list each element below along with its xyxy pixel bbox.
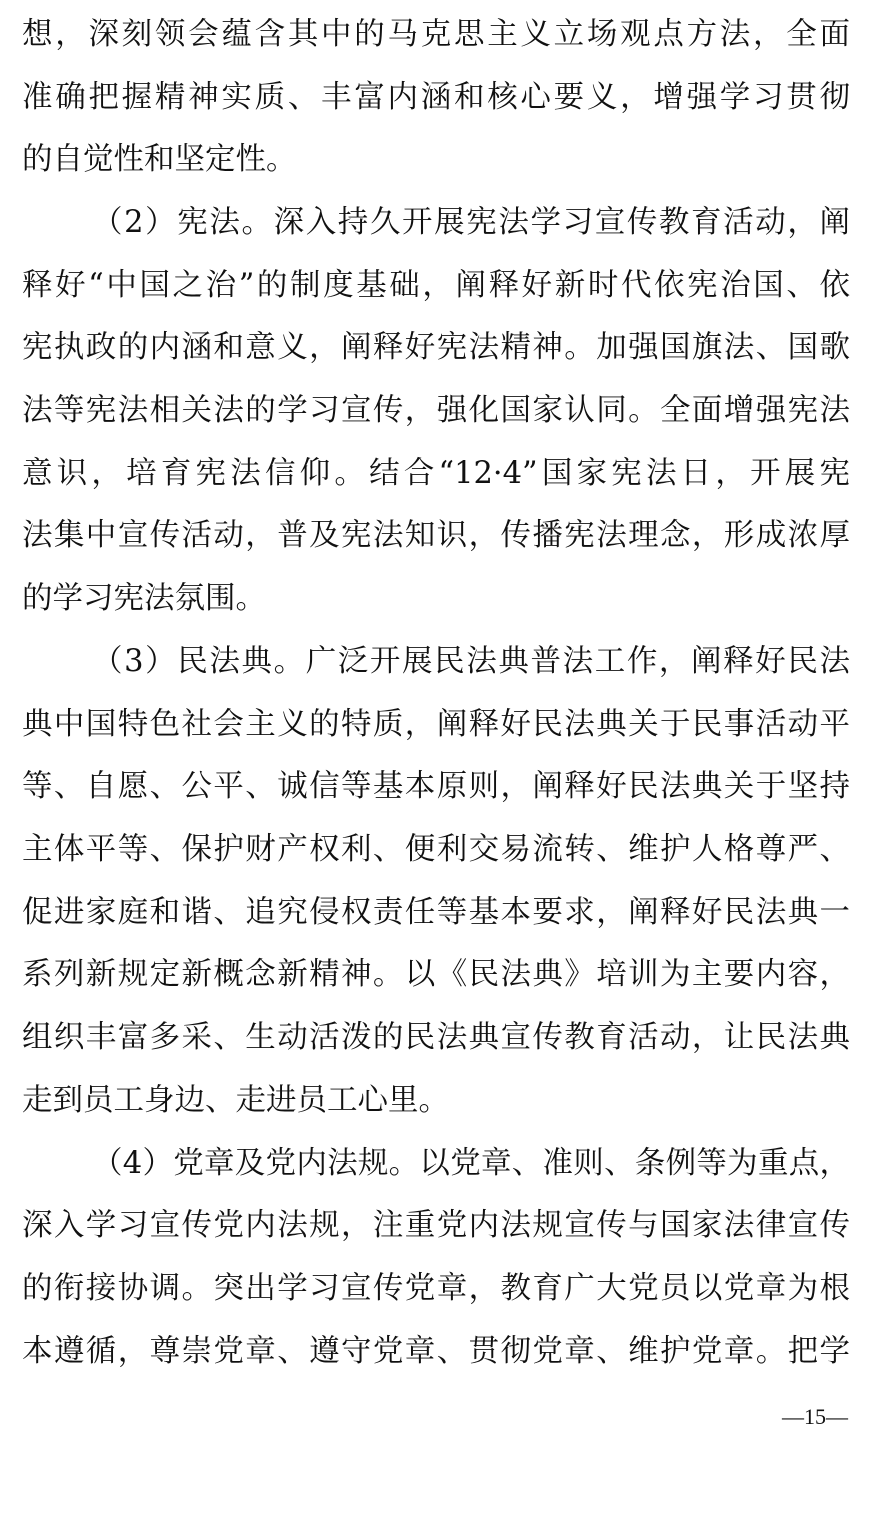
text-line: 本遵循，尊崇党章、遵守党章、贯彻党章、维护党章。把学 <box>22 1334 850 1369</box>
text-line: 准确把握精神实质、丰富内涵和核心要义，增强学习贯彻 <box>22 80 850 115</box>
paragraph-first-line: （3）民法典。广泛开展民法典普法工作，阐释好民法 <box>92 644 850 679</box>
text-line: 组织丰富多采、生动活泼的民法典宣传教育活动，让民法典 <box>22 1020 850 1055</box>
page-number: —15— <box>782 1404 848 1429</box>
text-line: 法等宪法相关法的学习宣传，强化国家认同。全面增强宪法 <box>22 393 850 428</box>
text-line: 法集中宣传活动，普及宪法知识，传播宪法理念，形成浓厚 <box>22 518 850 553</box>
text-line: 系列新规定新概念新精神。以《民法典》培训为主要内容， <box>22 957 850 992</box>
paragraph-first-line: （2）宪法。深入持久开展宪法学习宣传教育活动，阐 <box>92 205 850 240</box>
text-line: 主体平等、保护财产权利、便利交易流转、维护人格尊严、 <box>22 832 850 867</box>
text-line: 走到员工身边、走进员工心里。 <box>22 1083 449 1118</box>
text-line: 促进家庭和谐、追究侵权责任等基本要求，阐释好民法典一 <box>22 895 850 930</box>
text-line: 等、自愿、公平、诚信等基本原则，阐释好民法典关于坚持 <box>22 769 850 804</box>
paragraph-first-line: （4）党章及党内法规。以党章、准则、条例等为重点， <box>92 1146 850 1181</box>
text-line: 深入学习宣传党内法规，注重党内法规宣传与国家法律宣传 <box>22 1208 850 1243</box>
text-line: 释好“中国之治”的制度基础，阐释好新时代依宪治国、依 <box>22 268 850 303</box>
text-line: 的学习宪法氛围。 <box>22 581 266 616</box>
text-line: 典中国特色社会主义的特质，阐释好民法典关于民事活动平 <box>22 707 850 742</box>
text-line: 想，深刻领会蕴含其中的马克思主义立场观点方法，全面 <box>22 17 850 52</box>
text-line: 宪执政的内涵和意义，阐释好宪法精神。加强国旗法、国歌 <box>22 330 850 365</box>
text-line: 的自觉性和坚定性。 <box>22 142 297 177</box>
text-line: 的衔接协调。突出学习宣传党章，教育广大党员以党章为根 <box>22 1271 850 1306</box>
text-line: 意识，培育宪法信仰。结合“12·4”国家宪法日，开展宪 <box>22 456 850 491</box>
